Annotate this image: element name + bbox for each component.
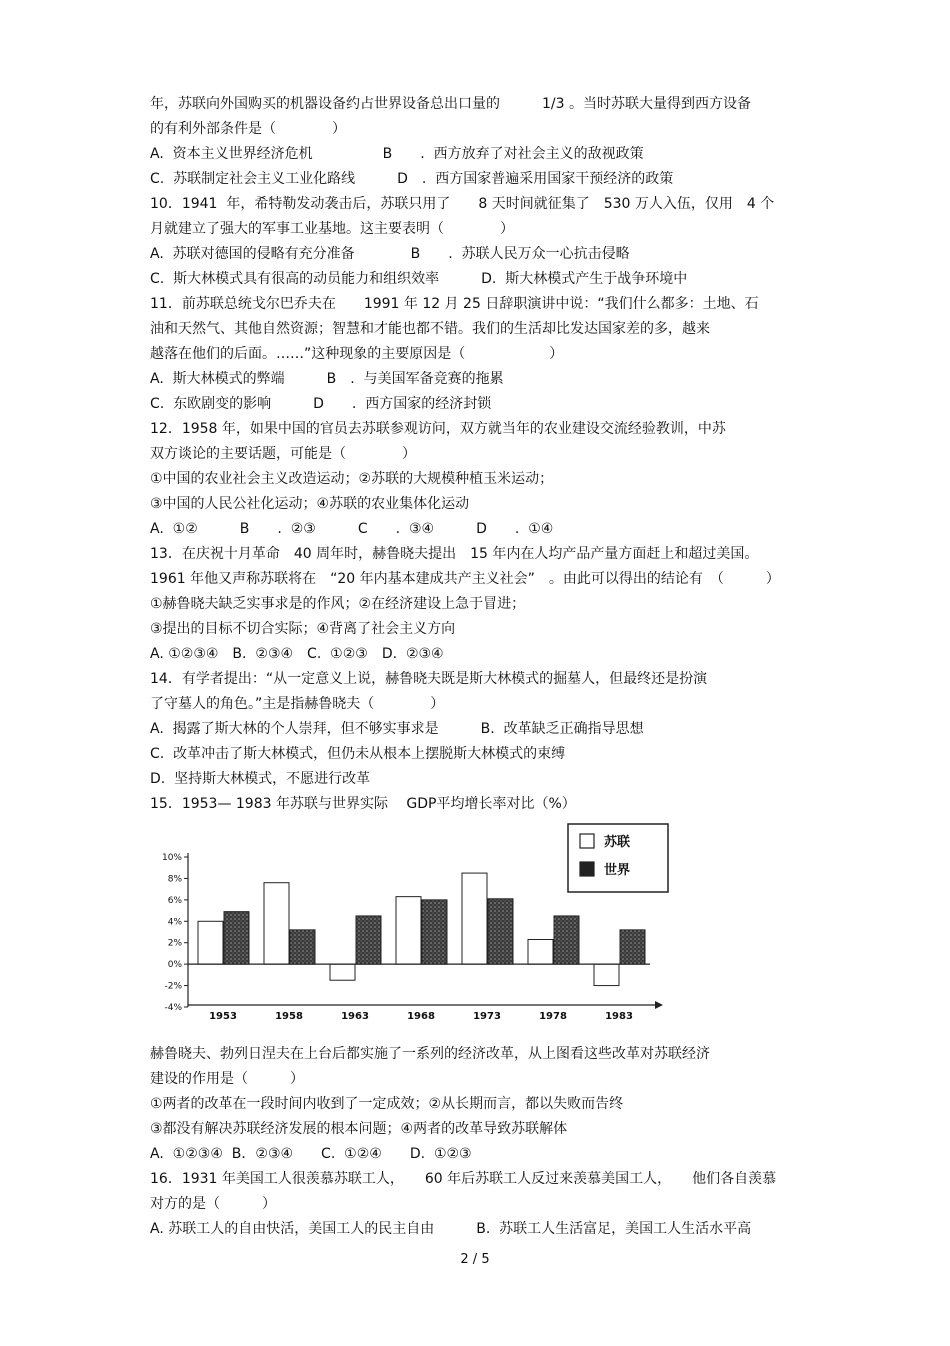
text-line: 年，苏联向外国购买的机器设备约占世界设备总出口量的 1/3 。当时苏联大量得到西方设备 xyxy=(150,96,751,112)
text-line: ③都没有解决苏联经济发展的根本问题；④两者的改革导致苏联解体 xyxy=(150,1121,568,1137)
bar-soviet xyxy=(528,940,553,965)
text-line: 13．在庆祝十月革命 40 周年时，赫鲁晓夫提出 15 年内在人均产品产量方面赶上和超过美国。 xyxy=(150,546,759,562)
page-number: 2 / 5 xyxy=(460,1252,490,1267)
text-line: A. 苏联工人的自由快活，美国工人的民主自由 B. 苏联工人生活富足，美国工人生活水平高 xyxy=(150,1221,752,1237)
y-tick-label: -4% xyxy=(164,1003,182,1013)
text-line: 的有利外部条件是（ ） xyxy=(150,121,346,137)
text-line: 1961 年他又声称苏联将在 “20 年内基本建成共产主义社会” 。由此可以得出的结论有 （ ） xyxy=(150,571,780,587)
text-line: 10．1941 年，希特勒发动袭击后，苏联只用了 8 天时间就征集了 530 万人入伍，仅用 4 个 xyxy=(150,196,775,212)
legend-swatch-world xyxy=(580,862,594,876)
gdp-growth-chart xyxy=(150,822,670,1032)
y-tick-label: -2% xyxy=(164,981,182,992)
x-tick-label: 1983 xyxy=(605,1011,633,1022)
text-line: D. 坚持斯大林模式，不愿进行改革 xyxy=(150,771,371,787)
y-tick-label: 6% xyxy=(167,895,182,906)
x-tick-label: 1978 xyxy=(539,1011,567,1022)
bar-world xyxy=(488,899,513,964)
bar-soviet xyxy=(264,883,289,964)
x-tick-label: 1973 xyxy=(473,1011,501,1022)
text-line: 月就建立了强大的军事工业基地。这主要表明（ ） xyxy=(150,221,514,237)
text-line: A. ①② B . ②③ C . ③④ D . ①④ xyxy=(150,521,554,537)
text-line: C. 苏联制定社会主义工业化路线 D . 西方国家普遍采用国家干预经济的政策 xyxy=(150,171,674,187)
text-line: C. 改革冲击了斯大林模式，但仍未从根本上摆脱斯大林模式的束缚 xyxy=(150,746,566,762)
x-tick-label: 1953 xyxy=(209,1011,237,1022)
text-line: 了守墓人的角色。”主是指赫鲁晓夫（ ） xyxy=(150,696,445,712)
text-line: A. 揭露了斯大林的个人崇拜，但不够实事求是 B. 改革缺乏正确指导思想 xyxy=(150,721,644,737)
x-tick-label: 1958 xyxy=(275,1011,303,1022)
bar-soviet xyxy=(330,964,355,980)
legend-label: 苏联 xyxy=(604,835,631,850)
text-line: ①中国的农业社会主义改造运动；②苏联的大规模种植玉米运动； xyxy=(150,471,554,487)
text-line: C. 东欧剧变的影响 D . 西方国家的经济封锁 xyxy=(150,396,492,412)
legend-swatch-soviet xyxy=(580,834,594,848)
x-tick-label: 1968 xyxy=(407,1011,435,1022)
text-line: 12．1958 年，如果中国的官员去苏联参观访问，双方就当年的农业建设交流经验教训，中苏 xyxy=(150,421,726,437)
bar-soviet xyxy=(396,897,421,964)
y-tick-label: 2% xyxy=(167,938,182,949)
text-line: A. ①②③④ B. ②③④ C. ①②③ D. ②③④ xyxy=(150,646,444,662)
text-line: 15．1953— 1983 年苏联与世界实际 GDP平均增长率对比（%） xyxy=(150,796,576,812)
bar-world xyxy=(422,900,447,964)
x-axis-arrow xyxy=(655,1001,663,1009)
text-line: 16．1931 年美国工人很羡慕苏联工人， 60 年后苏联工人反过来羡慕美国工人， 他们各自羡慕 xyxy=(150,1171,777,1187)
x-tick-label: 1963 xyxy=(341,1011,369,1022)
bar-soviet xyxy=(198,921,223,964)
bar-world xyxy=(620,930,645,964)
text-line: A. 斯大林模式的弊端 B . 与美国军备竞赛的拖累 xyxy=(150,371,504,387)
bar-world xyxy=(554,916,579,964)
y-tick-label: 0% xyxy=(167,960,182,971)
text-line: A. 苏联对德国的侵略有充分准备 B . 苏联人民万众一心抗击侵略 xyxy=(150,246,630,262)
bar-soviet xyxy=(594,964,619,985)
bar-soviet xyxy=(462,873,487,964)
text-line: ①赫鲁晓夫缺乏实事求是的作风；②在经济建设上急于冒进； xyxy=(150,596,526,612)
legend-label: 世界 xyxy=(604,863,631,878)
text-line: 11．前苏联总统戈尔巴乔夫在 1991 年 12 月 25 日辞职演讲中说：“我们什么都多：土地、石 xyxy=(150,296,759,312)
text-line: A. 资本主义世界经济危机 B . 西方放弃了对社会主义的敌视政策 xyxy=(150,146,644,162)
text-line: ③中国的人民公社化运动；④苏联的农业集体化运动 xyxy=(150,496,470,512)
text-line: 建设的作用是（ ） xyxy=(150,1071,304,1087)
bar-world xyxy=(290,930,315,964)
bar-world xyxy=(356,916,381,964)
y-tick-label: 4% xyxy=(167,917,182,928)
y-tick-label: 10% xyxy=(161,853,182,863)
text-line: C. 斯大林模式具有很高的动员能力和组织效率 D. 斯大林模式产生于战争环境中 xyxy=(150,271,688,287)
bar-world xyxy=(224,912,249,964)
text-line: ③提出的目标不切合实际；④背离了社会主义方向 xyxy=(150,621,456,637)
text-line: 油和天然气、其他自然资源；智慧和才能也都不错。我们的生活却比发达国家差的多，越来 xyxy=(150,321,710,337)
text-line: 14．有学者提出：“从一定意义上说，赫鲁晓夫既是斯大林模式的掘墓人，但最终还是扮演 xyxy=(150,671,708,687)
text-line: 对方的是（ ） xyxy=(150,1196,276,1212)
text-line: ①两者的改革在一段时间内收到了一定成效；②从长期而言，都以失败而告终 xyxy=(150,1096,624,1112)
text-line: 越落在他们的后面。……”这种现象的主要原因是（ ） xyxy=(150,346,564,362)
text-line: 赫鲁晓夫、勃列日涅夫在上台后都实施了一系列的经济改革，从上图看这些改革对苏联经济 xyxy=(150,1046,710,1062)
text-line: A. ①②③④ B．②③④ C. ①②④ D. ①②③ xyxy=(150,1146,472,1162)
text-line: 双方谈论的主要话题，可能是（ ） xyxy=(150,446,416,462)
y-tick-label: 8% xyxy=(167,874,182,885)
